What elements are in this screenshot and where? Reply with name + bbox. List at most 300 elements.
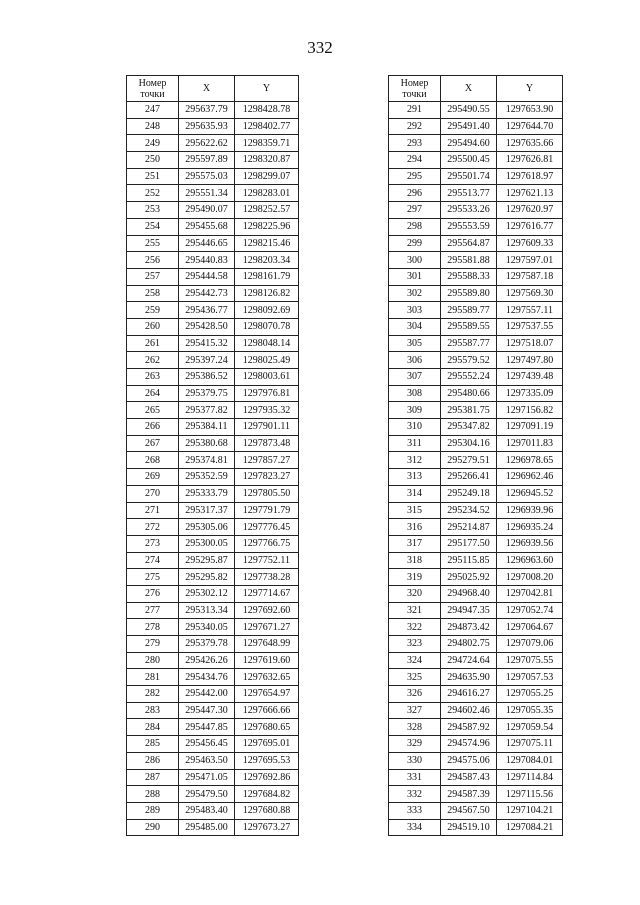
- cell-x: 294616.27: [441, 686, 497, 703]
- cell-point-number: 303: [389, 302, 441, 319]
- table-row: [127, 585, 299, 602]
- table-row: [127, 669, 299, 686]
- cell-point-number: 318: [389, 552, 441, 569]
- cell-x: 295490.07: [179, 202, 235, 219]
- cell-y: 1297692.60: [235, 602, 299, 619]
- cell-y: 1298252.57: [235, 202, 299, 219]
- header-point-number: [389, 76, 441, 102]
- cell-x: 295442.00: [179, 686, 235, 703]
- header-num-line2: точки: [402, 88, 427, 100]
- cell-point-number: 261: [127, 335, 179, 352]
- cell-x: 295553.59: [441, 218, 497, 235]
- cell-x: 295428.50: [179, 318, 235, 335]
- table-row: [127, 352, 299, 369]
- cell-point-number: 291: [389, 102, 441, 119]
- table-row: [127, 268, 299, 285]
- cell-y: 1297714.67: [235, 585, 299, 602]
- cell-y: 1297008.20: [497, 569, 563, 586]
- cell-y: 1297557.11: [497, 302, 563, 319]
- cell-point-number: 306: [389, 352, 441, 369]
- cell-y: 1297738.28: [235, 569, 299, 586]
- cell-point-number: 250: [127, 152, 179, 169]
- cell-point-number: 295: [389, 168, 441, 185]
- cell-y: 1297569.30: [497, 285, 563, 302]
- cell-point-number: 269: [127, 469, 179, 486]
- cell-y: 1296945.52: [497, 485, 563, 502]
- cell-point-number: 324: [389, 652, 441, 669]
- cell-y: 1298428.78: [235, 102, 299, 119]
- cell-x: 295447.30: [179, 702, 235, 719]
- cell-point-number: 313: [389, 469, 441, 486]
- table-row: [389, 736, 563, 753]
- cell-point-number: 259: [127, 302, 179, 319]
- table-row: [389, 702, 563, 719]
- cell-x: 295456.45: [179, 736, 235, 753]
- cell-y: 1298283.01: [235, 185, 299, 202]
- cell-x: 295635.93: [179, 118, 235, 135]
- cell-point-number: 323: [389, 636, 441, 653]
- cell-point-number: 260: [127, 318, 179, 335]
- table-row: [389, 118, 563, 135]
- cell-x: 295234.52: [441, 502, 497, 519]
- cell-x: 295333.79: [179, 485, 235, 502]
- table-row: [389, 285, 563, 302]
- cell-point-number: 274: [127, 552, 179, 569]
- cell-x: 295589.77: [441, 302, 497, 319]
- cell-x: 295304.16: [441, 435, 497, 452]
- coordinates-table-left: [126, 75, 299, 836]
- cell-x: 295485.00: [179, 819, 235, 836]
- coordinates-table-right: [388, 75, 563, 836]
- cell-x: 295533.26: [441, 202, 497, 219]
- cell-y: 1297791.79: [235, 502, 299, 519]
- table-row: [389, 652, 563, 669]
- cell-y: 1297901.11: [235, 419, 299, 436]
- header-num-line1: Номер: [138, 77, 167, 89]
- cell-y: 1296978.65: [497, 452, 563, 469]
- cell-y: 1298070.78: [235, 318, 299, 335]
- cell-x: 295575.03: [179, 168, 235, 185]
- cell-x: 294519.10: [441, 819, 497, 836]
- cell-point-number: 326: [389, 686, 441, 703]
- table-row: [389, 185, 563, 202]
- cell-y: 1297616.77: [497, 218, 563, 235]
- table-row: [127, 502, 299, 519]
- cell-x: 295295.87: [179, 552, 235, 569]
- cell-y: 1297695.53: [235, 752, 299, 769]
- cell-x: 295266.41: [441, 469, 497, 486]
- table-header-row: [389, 76, 563, 102]
- table-header-row: [127, 76, 299, 102]
- table-row: [127, 435, 299, 452]
- cell-y: 1297766.75: [235, 535, 299, 552]
- cell-y: 1297621.13: [497, 185, 563, 202]
- cell-x: 295480.66: [441, 385, 497, 402]
- table-row: [127, 185, 299, 202]
- cell-y: 1297055.35: [497, 702, 563, 719]
- cell-point-number: 270: [127, 485, 179, 502]
- cell-x: 294968.40: [441, 585, 497, 602]
- table-row: [389, 502, 563, 519]
- cell-y: 1297057.53: [497, 669, 563, 686]
- cell-y: 1297497.80: [497, 352, 563, 369]
- cell-x: 295440.83: [179, 252, 235, 269]
- cell-y: 1297823.27: [235, 469, 299, 486]
- cell-y: 1297654.97: [235, 686, 299, 703]
- cell-x: 295313.34: [179, 602, 235, 619]
- cell-x: 295622.62: [179, 135, 235, 152]
- cell-x: 294873.42: [441, 619, 497, 636]
- cell-x: 295501.74: [441, 168, 497, 185]
- cell-x: 295295.82: [179, 569, 235, 586]
- table-row: [127, 135, 299, 152]
- cell-y: 1298048.14: [235, 335, 299, 352]
- table-row: [389, 552, 563, 569]
- cell-point-number: 248: [127, 118, 179, 135]
- table-row: [127, 318, 299, 335]
- table-row: [389, 469, 563, 486]
- cell-x: 295589.80: [441, 285, 497, 302]
- cell-y: 1298402.77: [235, 118, 299, 135]
- table-row: [127, 402, 299, 419]
- table-row: [127, 535, 299, 552]
- cell-x: 294587.43: [441, 769, 497, 786]
- cell-point-number: 301: [389, 268, 441, 285]
- cell-point-number: 302: [389, 285, 441, 302]
- table-row: [127, 102, 299, 119]
- table-row: [127, 152, 299, 169]
- cell-point-number: 287: [127, 769, 179, 786]
- cell-y: 1297673.27: [235, 819, 299, 836]
- cell-point-number: 253: [127, 202, 179, 219]
- cell-y: 1297648.99: [235, 636, 299, 653]
- cell-point-number: 286: [127, 752, 179, 769]
- cell-y: 1297114.84: [497, 769, 563, 786]
- table-row: [389, 669, 563, 686]
- cell-x: 295386.52: [179, 369, 235, 386]
- cell-y: 1297597.01: [497, 252, 563, 269]
- cell-point-number: 273: [127, 535, 179, 552]
- cell-y: 1297055.25: [497, 686, 563, 703]
- table-row: [389, 802, 563, 819]
- cell-point-number: 282: [127, 686, 179, 703]
- cell-y: 1298225.96: [235, 218, 299, 235]
- cell-y: 1297091.19: [497, 419, 563, 436]
- cell-point-number: 307: [389, 369, 441, 386]
- cell-y: 1297439.48: [497, 369, 563, 386]
- cell-point-number: 292: [389, 118, 441, 135]
- cell-y: 1297684.82: [235, 786, 299, 803]
- header-x: X: [441, 76, 497, 102]
- cell-x: 295384.11: [179, 419, 235, 436]
- cell-point-number: 325: [389, 669, 441, 686]
- cell-x: 295479.50: [179, 786, 235, 803]
- cell-point-number: 298: [389, 218, 441, 235]
- cell-point-number: 329: [389, 736, 441, 753]
- table-row: [389, 218, 563, 235]
- cell-y: 1297653.90: [497, 102, 563, 119]
- cell-point-number: 262: [127, 352, 179, 369]
- cell-y: 1297075.11: [497, 736, 563, 753]
- cell-x: 295317.37: [179, 502, 235, 519]
- cell-point-number: 279: [127, 636, 179, 653]
- cell-x: 295025.92: [441, 569, 497, 586]
- cell-point-number: 332: [389, 786, 441, 803]
- cell-point-number: 294: [389, 152, 441, 169]
- table-row: [127, 168, 299, 185]
- cell-point-number: 334: [389, 819, 441, 836]
- cell-point-number: 277: [127, 602, 179, 619]
- cell-point-number: 247: [127, 102, 179, 119]
- cell-point-number: 264: [127, 385, 179, 402]
- cell-y: 1297666.66: [235, 702, 299, 719]
- table-row: [127, 218, 299, 235]
- cell-point-number: 322: [389, 619, 441, 636]
- cell-y: 1297156.82: [497, 402, 563, 419]
- cell-y: 1297644.70: [497, 118, 563, 135]
- cell-point-number: 272: [127, 519, 179, 536]
- cell-y: 1298025.49: [235, 352, 299, 369]
- cell-y: 1296962.46: [497, 469, 563, 486]
- cell-y: 1297059.54: [497, 719, 563, 736]
- cell-x: 295415.32: [179, 335, 235, 352]
- cell-y: 1297587.18: [497, 268, 563, 285]
- cell-point-number: 257: [127, 268, 179, 285]
- cell-point-number: 312: [389, 452, 441, 469]
- cell-x: 294587.39: [441, 786, 497, 803]
- cell-y: 1297609.33: [497, 235, 563, 252]
- cell-x: 295446.65: [179, 235, 235, 252]
- cell-x: 295381.75: [441, 402, 497, 419]
- cell-y: 1297857.27: [235, 452, 299, 469]
- cell-x: 295455.68: [179, 218, 235, 235]
- table-row: [389, 168, 563, 185]
- header-num-line1: Номер: [400, 77, 429, 89]
- table-row: [127, 202, 299, 219]
- table-row: [127, 519, 299, 536]
- cell-point-number: 289: [127, 802, 179, 819]
- cell-point-number: 252: [127, 185, 179, 202]
- cell-y: 1297680.88: [235, 802, 299, 819]
- cell-y: 1297011.83: [497, 435, 563, 452]
- table-row: [127, 819, 299, 836]
- cell-point-number: 310: [389, 419, 441, 436]
- cell-point-number: 284: [127, 719, 179, 736]
- cell-x: 295587.77: [441, 335, 497, 352]
- cell-y: 1297976.81: [235, 385, 299, 402]
- cell-x: 295379.75: [179, 385, 235, 402]
- header-y: Y: [235, 76, 299, 102]
- cell-x: 294587.92: [441, 719, 497, 736]
- cell-x: 294567.50: [441, 802, 497, 819]
- table-row: [127, 235, 299, 252]
- cell-y: 1297115.56: [497, 786, 563, 803]
- table-row: [127, 786, 299, 803]
- table-row: [127, 252, 299, 269]
- table-row: [389, 202, 563, 219]
- cell-y: 1298299.07: [235, 168, 299, 185]
- cell-point-number: 266: [127, 419, 179, 436]
- table-row: [389, 352, 563, 369]
- table-row: [127, 452, 299, 469]
- cell-y: 1297042.81: [497, 585, 563, 602]
- cell-x: 295463.50: [179, 752, 235, 769]
- table-row: [389, 819, 563, 836]
- cell-y: 1296935.24: [497, 519, 563, 536]
- table-row: [127, 285, 299, 302]
- cell-x: 295491.40: [441, 118, 497, 135]
- cell-x: 295513.77: [441, 185, 497, 202]
- cell-y: 1297084.01: [497, 752, 563, 769]
- cell-point-number: 320: [389, 585, 441, 602]
- cell-y: 1297695.01: [235, 736, 299, 753]
- cell-x: 295302.12: [179, 585, 235, 602]
- cell-y: 1297537.55: [497, 318, 563, 335]
- cell-point-number: 288: [127, 786, 179, 803]
- cell-point-number: 275: [127, 569, 179, 586]
- table-row: [127, 769, 299, 786]
- cell-x: 295352.59: [179, 469, 235, 486]
- table-row: [389, 152, 563, 169]
- cell-x: 294802.75: [441, 636, 497, 653]
- cell-y: 1297619.60: [235, 652, 299, 669]
- cell-y: 1298003.61: [235, 369, 299, 386]
- cell-x: 295305.06: [179, 519, 235, 536]
- table-row: [389, 318, 563, 335]
- cell-point-number: 333: [389, 802, 441, 819]
- header-x: X: [179, 76, 235, 102]
- cell-x: 295177.50: [441, 535, 497, 552]
- cell-x: 295434.76: [179, 669, 235, 686]
- cell-y: 1297692.86: [235, 769, 299, 786]
- cell-y: 1297620.97: [497, 202, 563, 219]
- header-point-number: [127, 76, 179, 102]
- cell-x: 295551.34: [179, 185, 235, 202]
- table-row: [389, 619, 563, 636]
- cell-y: 1297084.21: [497, 819, 563, 836]
- table-row: [389, 252, 563, 269]
- cell-x: 295471.05: [179, 769, 235, 786]
- table-row: [127, 118, 299, 135]
- cell-x: 295490.55: [441, 102, 497, 119]
- cell-point-number: 263: [127, 369, 179, 386]
- cell-point-number: 258: [127, 285, 179, 302]
- cell-x: 294574.96: [441, 736, 497, 753]
- cell-x: 295347.82: [441, 419, 497, 436]
- cell-x: 295597.89: [179, 152, 235, 169]
- cell-point-number: 267: [127, 435, 179, 452]
- table-row: [389, 369, 563, 386]
- cell-x: 295374.81: [179, 452, 235, 469]
- header-y: Y: [497, 76, 563, 102]
- table-row: [389, 385, 563, 402]
- cell-y: 1297335.09: [497, 385, 563, 402]
- cell-point-number: 278: [127, 619, 179, 636]
- cell-y: 1297752.11: [235, 552, 299, 569]
- cell-point-number: 299: [389, 235, 441, 252]
- table-row: [389, 686, 563, 703]
- cell-y: 1297776.45: [235, 519, 299, 536]
- cell-y: 1297079.06: [497, 636, 563, 653]
- cell-x: 295214.87: [441, 519, 497, 536]
- cell-point-number: 316: [389, 519, 441, 536]
- cell-point-number: 328: [389, 719, 441, 736]
- table-row: [127, 335, 299, 352]
- cell-point-number: 314: [389, 485, 441, 502]
- cell-point-number: 293: [389, 135, 441, 152]
- cell-point-number: 251: [127, 168, 179, 185]
- table-row: [389, 535, 563, 552]
- cell-point-number: 271: [127, 502, 179, 519]
- table-row: [389, 235, 563, 252]
- table-row: [127, 652, 299, 669]
- cell-x: 295589.55: [441, 318, 497, 335]
- cell-x: 295447.85: [179, 719, 235, 736]
- cell-point-number: 285: [127, 736, 179, 753]
- cell-point-number: 249: [127, 135, 179, 152]
- cell-y: 1298126.82: [235, 285, 299, 302]
- cell-point-number: 309: [389, 402, 441, 419]
- table-row: [389, 769, 563, 786]
- cell-x: 295564.87: [441, 235, 497, 252]
- cell-x: 294575.06: [441, 752, 497, 769]
- table-row: [389, 419, 563, 436]
- cell-x: 295279.51: [441, 452, 497, 469]
- cell-point-number: 255: [127, 235, 179, 252]
- cell-y: 1298203.34: [235, 252, 299, 269]
- table-row: [127, 552, 299, 569]
- cell-point-number: 304: [389, 318, 441, 335]
- table-row: [127, 419, 299, 436]
- table-row: [389, 268, 563, 285]
- cell-point-number: 296: [389, 185, 441, 202]
- cell-x: 295377.82: [179, 402, 235, 419]
- cell-point-number: 311: [389, 435, 441, 452]
- table-row: [127, 702, 299, 719]
- cell-x: 295483.40: [179, 802, 235, 819]
- cell-y: 1297052.74: [497, 602, 563, 619]
- cell-x: 295579.52: [441, 352, 497, 369]
- cell-x: 295637.79: [179, 102, 235, 119]
- cell-y: 1297680.65: [235, 719, 299, 736]
- cell-x: 295588.33: [441, 268, 497, 285]
- cell-x: 294947.35: [441, 602, 497, 619]
- cell-y: 1296939.96: [497, 502, 563, 519]
- cell-x: 295581.88: [441, 252, 497, 269]
- table-row: [127, 385, 299, 402]
- cell-y: 1298092.69: [235, 302, 299, 319]
- table-row: [127, 569, 299, 586]
- cell-point-number: 305: [389, 335, 441, 352]
- table-row: [389, 719, 563, 736]
- cell-point-number: 327: [389, 702, 441, 719]
- cell-point-number: 317: [389, 535, 441, 552]
- cell-point-number: 281: [127, 669, 179, 686]
- cell-point-number: 319: [389, 569, 441, 586]
- cell-x: 294602.46: [441, 702, 497, 719]
- cell-x: 295397.24: [179, 352, 235, 369]
- cell-y: 1298359.71: [235, 135, 299, 152]
- cell-y: 1297671.27: [235, 619, 299, 636]
- table-row: [127, 802, 299, 819]
- cell-y: 1297632.65: [235, 669, 299, 686]
- cell-y: 1297075.55: [497, 652, 563, 669]
- table-row: [127, 469, 299, 486]
- cell-y: 1297935.32: [235, 402, 299, 419]
- cell-point-number: 297: [389, 202, 441, 219]
- header-num-line2: точки: [140, 88, 165, 100]
- cell-x: 295442.73: [179, 285, 235, 302]
